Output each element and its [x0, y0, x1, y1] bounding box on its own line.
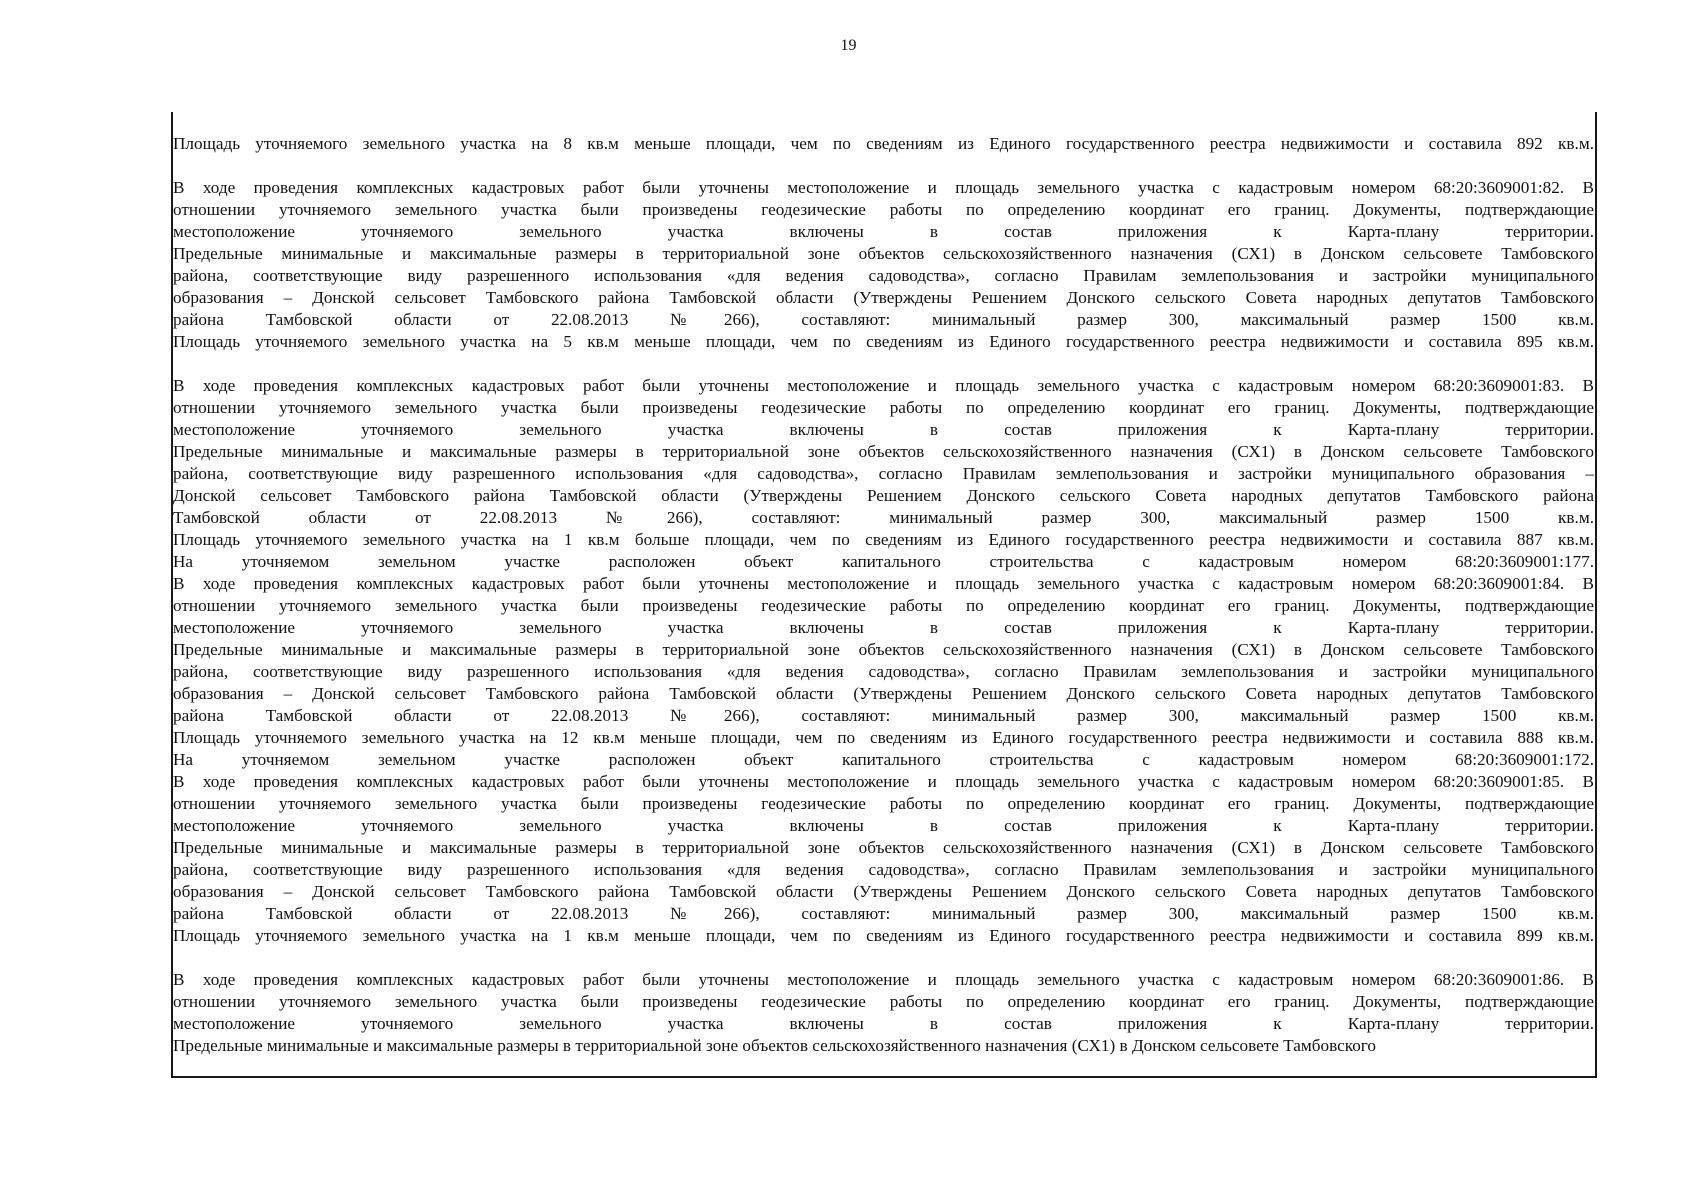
- text-line: района, соответствующие виду разрешенного использования «для ведения садоводства», согласно Правилам землепользования и застройки муниципального: [173, 662, 1594, 681]
- text-line: Тамбовской области от 22.08.2013 №266), составляют: минимальный размер 300, максимальный размер 1500 кв.м.: [173, 508, 1594, 527]
- text-line: отношении уточняемого земельного участка были произведены геодезические работы по определению координат его границ. Документы, подтверждающие: [173, 596, 1594, 615]
- text-line: Предельные минимальные и максимальные размеры в территориальной зоне объектов сельскохозяйственного назначения (СХ1) в Донском сельсовете Тамбовского: [173, 244, 1594, 263]
- text-line: района, соответствующие виду разрешенного использования «для садоводства», согласно Правилам землепользования и застройки муниципального образования –: [173, 464, 1594, 483]
- paragraph-gap: [173, 947, 1594, 969]
- text-line: В ходе проведения комплексных кадастровых работ были уточнены местоположение и площадь земельного участка с кадастровым номером 68:20:3609001:83. В: [173, 376, 1594, 395]
- text-line: Предельные минимальные и максимальные размеры в территориальной зоне объектов сельскохозяйственного назначения (СХ1) в Донском сельсовете Тамбовского: [173, 1036, 1377, 1055]
- page-number: 19: [840, 37, 857, 54]
- text-line: отношении уточняемого земельного участка были произведены геодезические работы по определению координат его границ. Документы, подтверждающие: [173, 200, 1594, 219]
- document-text-body: [173, 133, 1594, 1057]
- text-line: На уточняемом земельном участке расположен объект капитального строительства с кадастровым номером 68:20:3609001:177.: [173, 552, 1594, 571]
- text-line: В ходе проведения комплексных кадастровых работ были уточнены местоположение и площадь земельного участка с кадастровым номером 68:20:3609001:85. В: [173, 772, 1594, 791]
- text-line: местоположение уточняемого земельного участка включены в состав приложения к Карта-плану территории.: [173, 618, 1594, 637]
- paragraph-gap: [173, 353, 1594, 375]
- text-line: отношении уточняемого земельного участка были произведены геодезические работы по определению координат его границ. Документы, подтверждающие: [173, 398, 1594, 417]
- text-line: местоположение уточняемого земельного участка включены в состав приложения к Карта-плану территории.: [173, 1014, 1594, 1033]
- text-line: местоположение уточняемого земельного участка включены в состав приложения к Карта-плану территории.: [173, 816, 1594, 835]
- text-line: Предельные минимальные и максимальные размеры в территориальной зоне объектов сельскохозяйственного назначения (СХ1) в Донском сельсовете Тамбовского: [173, 838, 1594, 857]
- text-line: Площадь уточняемого земельного участка на 5 кв.м меньше площади, чем по сведениям из Единого государственного реестра недвижимости и составила 895 кв.м.: [173, 332, 1594, 351]
- text-line: На уточняемом земельном участке расположен объект капитального строительства с кадастровым номером 68:20:3609001:172.: [173, 750, 1594, 769]
- text-line: Предельные минимальные и максимальные размеры в территориальной зоне объектов сельскохозяйственного назначения (СХ1) в Донском сельсовете Тамбовского: [173, 640, 1594, 659]
- text-line: образования – Донской сельсовет Тамбовского района Тамбовской области (Утверждены Решением Донского сельского Совета народных депутатов Тамбовского: [173, 882, 1594, 901]
- text-line: В ходе проведения комплексных кадастровых работ были уточнены местоположение и площадь земельного участка с кадастровым номером 68:20:3609001:84. В: [173, 574, 1594, 593]
- text-line: Площадь уточняемого земельного участка на 8 кв.м меньше площади, чем по сведениям из Единого государственного реестра недвижимости и составила 892 кв.м.: [173, 134, 1594, 153]
- text-line: отношении уточняемого земельного участка были произведены геодезические работы по определению координат его границ. Документы, подтверждающие: [173, 794, 1594, 813]
- text-line: Предельные минимальные и максимальные размеры в территориальной зоне объектов сельскохозяйственного назначения (СХ1) в Донском сельсовете Тамбовского: [173, 442, 1594, 461]
- text-line: района Тамбовской области от 22.08.2013 №266), составляют: минимальный размер 300, максимальный размер 1500 кв.м.: [173, 904, 1594, 923]
- text-line: Площадь уточняемого земельного участка на 12 кв.м меньше площади, чем по сведениям из Единого государственного реестра недвижимости и составила 888 кв.м.: [173, 728, 1594, 747]
- text-line: района Тамбовской области от 22.08.2013 №266), составляют: минимальный размер 300, максимальный размер 1500 кв.м.: [173, 706, 1594, 725]
- text-line: района Тамбовской области от 22.08.2013 №266), составляют: минимальный размер 300, максимальный размер 1500 кв.м.: [173, 310, 1594, 329]
- text-line: Площадь уточняемого земельного участка на 1 кв.м больше площади, чем по сведениям из Единого государственного реестра недвижимости и составила 887 кв.м.: [173, 530, 1594, 549]
- text-line: образования – Донской сельсовет Тамбовского района Тамбовской области (Утверждены Решением Донского сельского Совета народных депутатов Тамбовского: [173, 288, 1594, 307]
- text-line: района, соответствующие виду разрешенного использования «для ведения садоводства», согласно Правилам землепользования и застройки муниципального: [173, 860, 1594, 879]
- text-line: местоположение уточняемого земельного участка включены в состав приложения к Карта-плану территории.: [173, 222, 1594, 241]
- text-line: района, соответствующие виду разрешенного использования «для ведения садоводства», согласно Правилам землепользования и застройки муниципального: [173, 266, 1594, 285]
- text-line: Площадь уточняемого земельного участка на 1 кв.м меньше площади, чем по сведениям из Единого государственного реестра недвижимости и составила 899 кв.м.: [173, 926, 1594, 945]
- text-line: отношении уточняемого земельного участка были произведены геодезические работы по определению координат его границ. Документы, подтверждающие: [173, 992, 1594, 1011]
- paragraph-gap: [173, 155, 1594, 177]
- text-line: В ходе проведения комплексных кадастровых работ были уточнены местоположение и площадь земельного участка с кадастровым номером 68:20:3609001:86. В: [173, 970, 1594, 989]
- text-line: образования – Донской сельсовет Тамбовского района Тамбовской области (Утверждены Решением Донского сельского Совета народных депутатов Тамбовского: [173, 684, 1594, 703]
- text-line: В ходе проведения комплексных кадастровых работ были уточнены местоположение и площадь земельного участка с кадастровым номером 68:20:3609001:82. В: [173, 178, 1594, 197]
- text-line: местоположение уточняемого земельного участка включены в состав приложения к Карта-плану территории.: [173, 420, 1594, 439]
- text-line: Донской сельсовет Тамбовского района Тамбовской области (Утверждены Решением Донского сельского Совета народных депутатов Тамбовского района: [173, 486, 1594, 505]
